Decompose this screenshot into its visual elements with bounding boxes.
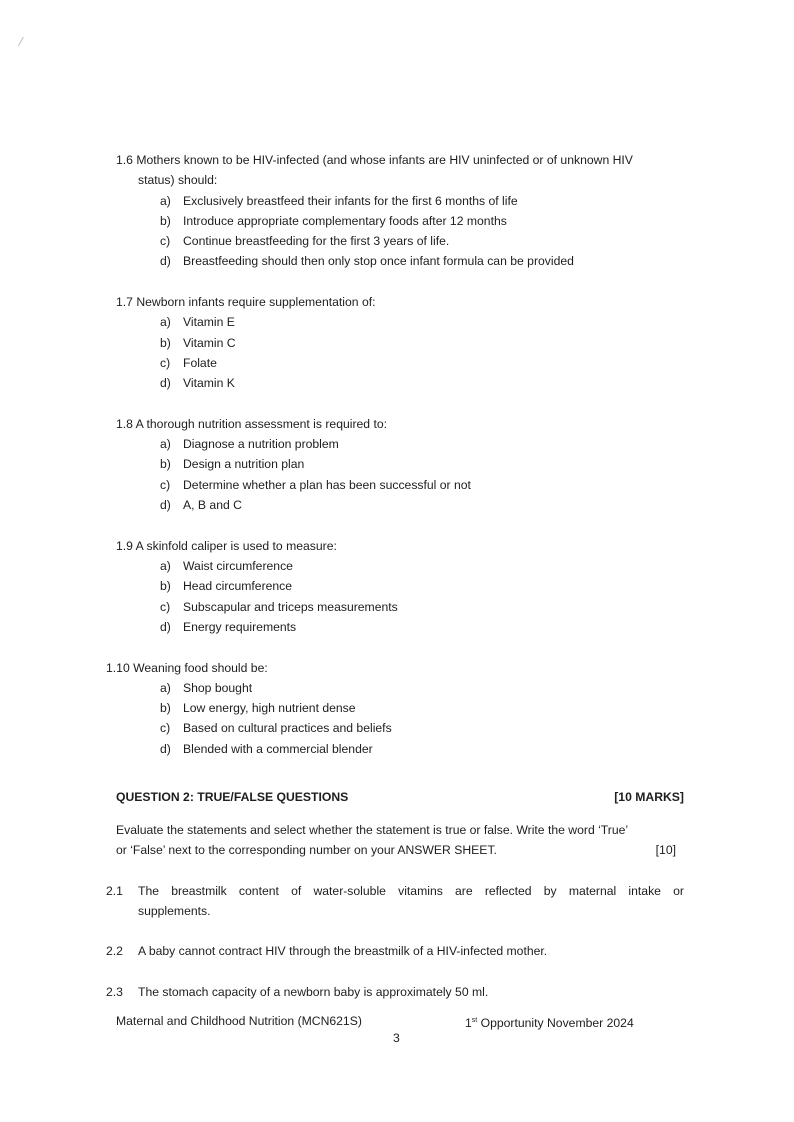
- option-letter: b): [160, 457, 171, 472]
- answer-option: [116, 333, 696, 353]
- question-1-9: [116, 536, 696, 637]
- option-letter: b): [160, 213, 171, 228]
- option-letter: a): [160, 193, 171, 208]
- answer-option: [106, 678, 686, 698]
- option-text: Low energy, high nutrient dense: [183, 701, 356, 716]
- tf-item-2-1: [106, 881, 684, 922]
- option-letter: b): [160, 701, 171, 716]
- option-text: Head circumference: [183, 579, 293, 594]
- item-text: A baby cannot contract HIV through the breastmilk of a HIV-infected mother.: [138, 944, 548, 958]
- option-text: Waist circumference: [183, 558, 293, 573]
- option-text: Vitamin C: [183, 335, 236, 350]
- footer-opportunity-suffix: st: [471, 1017, 478, 1024]
- option-letter: d): [160, 498, 171, 513]
- footer-opportunity-text: Opportunity November 2024: [477, 1016, 634, 1031]
- footer-course: Maternal and Childhood Nutrition (MCN621S): [116, 1014, 362, 1028]
- option-text: Blended with a commercial blender: [183, 741, 373, 756]
- answer-option: [116, 231, 696, 251]
- option-letter: b): [160, 335, 171, 350]
- question-stem: A skinfold caliper is used to measure:: [135, 538, 337, 553]
- option-text: Vitamin K: [183, 376, 235, 391]
- answer-option: [116, 597, 696, 617]
- tf-item-2-2: [106, 941, 684, 961]
- question-stem: Newborn infants require supplementation of:: [136, 295, 376, 310]
- option-text: Subscapular and triceps measurements: [183, 599, 398, 614]
- option-letter: c): [160, 234, 171, 249]
- option-text: Based on cultural practices and beliefs: [183, 721, 392, 736]
- footer-opportunity: [465, 1011, 634, 1031]
- item-number: 2.2: [106, 944, 123, 958]
- question-stem: status) should:: [138, 173, 218, 188]
- option-text: Vitamin E: [183, 315, 235, 330]
- answer-option: [106, 739, 686, 759]
- question-2-heading: QUESTION 2: TRUE/FALSE QUESTIONS: [116, 790, 349, 804]
- answer-option: [106, 698, 686, 718]
- page-number: 3: [393, 1031, 400, 1045]
- instruction-line: or ‘False’ next to the corresponding number on your ANSWER SHEET.: [116, 843, 497, 858]
- answer-option: [116, 353, 696, 373]
- option-text: Exclusively breastfeed their infants for the first 6 months of life: [183, 193, 518, 208]
- question-2-marks: [10 MARKS]: [614, 790, 684, 804]
- item-number: 2.3: [106, 985, 123, 999]
- question-stem: Weaning food should be:: [133, 660, 268, 675]
- question-1-8: [116, 414, 696, 515]
- answer-option: [116, 191, 696, 211]
- option-letter: a): [160, 680, 171, 695]
- option-text: Diagnose a nutrition problem: [183, 437, 339, 452]
- question-number: 1.7: [116, 295, 133, 310]
- option-text: Folate: [183, 355, 217, 370]
- option-letter: a): [160, 315, 171, 330]
- option-letter: d): [160, 376, 171, 391]
- question-1-6: [116, 150, 696, 272]
- item-text: The breastmilk content of water-soluble vitamins are reflected by maternal intake or: [138, 884, 684, 898]
- option-letter: c): [160, 355, 171, 370]
- option-text: Breastfeeding should then only stop once infant formula can be provided: [183, 254, 574, 269]
- instruction-marks: [10]: [655, 843, 676, 858]
- answer-option: [106, 718, 686, 738]
- option-letter: a): [160, 437, 171, 452]
- answer-option: [116, 434, 696, 454]
- option-letter: d): [160, 254, 171, 269]
- option-letter: d): [160, 741, 171, 756]
- question-1-10: [106, 658, 686, 759]
- option-text: A, B and C: [183, 498, 242, 513]
- option-text: Design a nutrition plan: [183, 457, 305, 472]
- question-stem: Mothers known to be HIV-infected (and whose infants are HIV uninfected or of unknown HIV: [136, 153, 633, 167]
- question-number: 1.8: [116, 416, 133, 431]
- question-2-instructions: [116, 820, 684, 861]
- answer-option: [116, 576, 696, 596]
- option-text: Shop bought: [183, 680, 253, 695]
- option-letter: d): [160, 619, 171, 634]
- item-text: supplements.: [138, 904, 211, 919]
- scan-mark: [18, 37, 29, 49]
- item-number: 2.1: [106, 884, 123, 898]
- option-letter: c): [160, 477, 171, 492]
- option-letter: a): [160, 558, 171, 573]
- option-letter: c): [160, 721, 171, 736]
- answer-option: [116, 556, 696, 576]
- answer-option: [116, 495, 696, 515]
- question-number: 1.10: [106, 660, 130, 675]
- answer-option: [116, 312, 696, 332]
- option-letter: b): [160, 579, 171, 594]
- option-text: Determine whether a plan has been successful or not: [183, 477, 471, 492]
- option-letter: c): [160, 599, 171, 614]
- tf-item-2-3: [106, 982, 684, 1002]
- answer-option: [116, 454, 696, 474]
- instruction-line: Evaluate the statements and select whether the statement is true or false. Write the word ‘True’: [116, 823, 629, 837]
- question-1-7: [116, 292, 696, 393]
- option-text: Introduce appropriate complementary foods after 12 months: [183, 213, 507, 228]
- answer-option: [116, 211, 696, 231]
- question-number: 1.6: [116, 153, 133, 167]
- question-stem: A thorough nutrition assessment is required to:: [135, 416, 388, 431]
- question-number: 1.9: [116, 538, 133, 553]
- item-text: The stomach capacity of a newborn baby is approximately 50 ml.: [138, 985, 489, 999]
- answer-option: [116, 617, 696, 637]
- answer-option: [116, 251, 696, 271]
- option-text: Energy requirements: [183, 619, 297, 634]
- option-text: Continue breastfeeding for the first 3 years of life.: [183, 234, 450, 249]
- answer-option: [116, 373, 696, 393]
- footer-opportunity-number: 1: [465, 1016, 472, 1031]
- answer-option: [116, 475, 696, 495]
